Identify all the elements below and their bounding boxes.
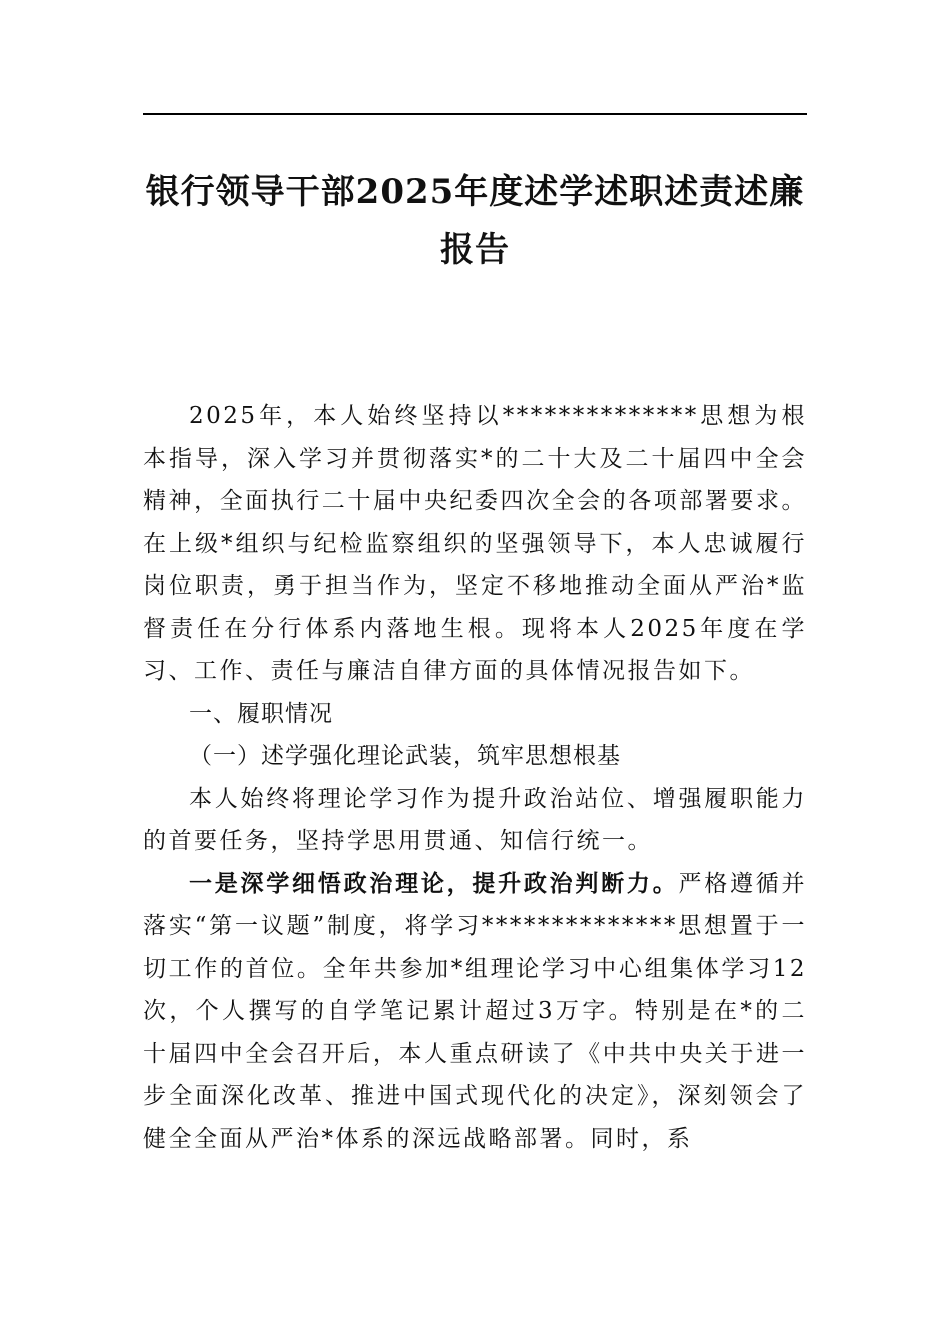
intro-paragraph: 2025年，本人始终坚持以**************思想为根本指导，深入学习并贯彻落实*的二十大及二十届四中全会精神，全面执行二十届中央纪委四次全会的各项部署要求。在上级*组织与纪检监察组织的坚强领导下，本人忠诚履行岗位职责，勇于担当作为，坚定不移地推动全面从严治*监督责任在分行体系内落地生根。现将本人2025年度在学习、工作、责任与廉洁自律方面的具体情况报告如下。 <box>143 403 807 684</box>
subsection-intro-paragraph: 本人始终将理论学习作为提升政治站位、增强履职能力的首要任务，坚持学思用贯通、知信行统一。 <box>143 785 807 854</box>
document-body <box>143 395 807 1160</box>
section-heading: 一、履职情况 <box>189 700 333 727</box>
point-lead: 一是深学细悟政治理论，提升政治判断力。 <box>189 869 679 897</box>
document-title <box>143 163 807 279</box>
point-paragraph <box>143 863 807 1161</box>
point-body: 严格遵循并落实“第一议题”制度，将学习**************思想置于一切工作的首位。全年共参加*组理论学习中心组集体学习12次，个人撰写的自学笔记累计超过3万字。特别是在*的二十届四中全会召开后，本人重点研读了《中共中央关于进一步全面深化改革、推进中国式现代化的决定》，深刻领会了健全全面从严治*体系的深远战略部署。同时，系 <box>143 870 808 1152</box>
title-line-1: 银行领导干部2025年度述学述职述责述廉 <box>145 172 805 212</box>
header-rule <box>143 113 807 115</box>
subsection-heading: （一）述学强化理论武装，筑牢思想根基 <box>189 743 621 769</box>
title-line-2: 报告 <box>440 230 510 270</box>
